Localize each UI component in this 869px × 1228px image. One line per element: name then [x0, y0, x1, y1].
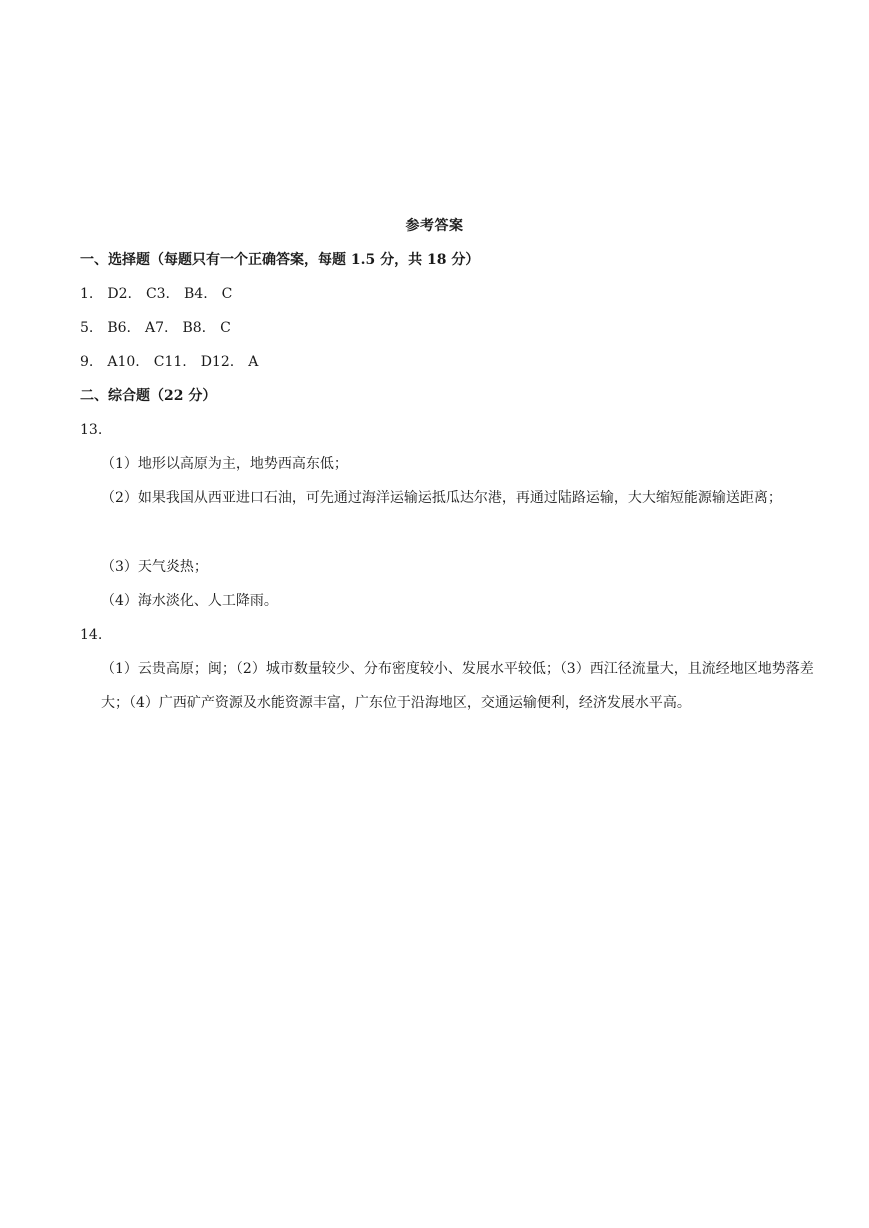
mcq-row-3: 9. A10. C11. D12. A	[80, 354, 259, 370]
section2-heading: 二、综合题（22 分）	[80, 388, 217, 404]
mcq-row-1: 1. D2. C3. B4. C	[80, 286, 233, 302]
section1-heading: 一、选择题（每题只有一个正确答案，每题 1.5 分，共 18 分）	[80, 252, 480, 268]
page-title: 参考答案	[405, 218, 464, 234]
q13-answer-3: （3）天气炎热；	[101, 559, 208, 575]
q13-answer-4: （4）海水淡化、人工降雨。	[101, 593, 278, 609]
q14-answer: （1）云贵高原；闽；（2）城市数量较少、分布密度较小、发展水平较低；（3）西江径流量大，且流经地区地势落差大；（4）广西矿产资源及水能资源丰富，广东位于沿海地区，交通运输便利，经济发展水平高。	[101, 661, 814, 711]
q13-answer-2: （2）如果我国从西亚进口石油，可先通过海洋运输运抵瓜达尔港，再通过陆路运输，大大缩短能源输送距离；	[101, 490, 782, 506]
question-14-number: 14.	[80, 627, 103, 643]
question-13-number: 13.	[80, 422, 103, 438]
mcq-row-2: 5. B6. A7. B8. C	[80, 320, 231, 336]
q13-answer-1: （1）地形以高原为主，地势西高东低；	[101, 456, 348, 472]
